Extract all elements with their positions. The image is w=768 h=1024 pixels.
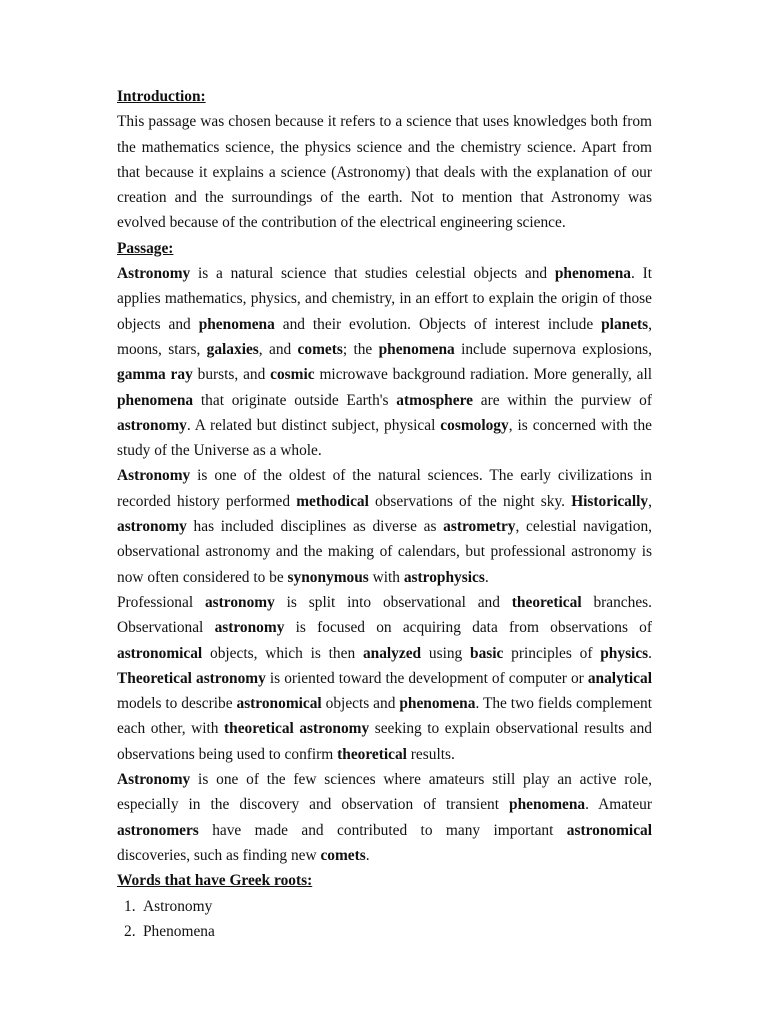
text-run: objects, which is then [202, 644, 363, 662]
text-run: discoveries, such as finding new [117, 846, 321, 864]
text-run: is oriented toward the development of computer or [265, 669, 588, 687]
list-item [117, 894, 652, 919]
text-run: and their evolution. Objects of interest include [274, 315, 602, 333]
bold-term: planets [601, 315, 649, 333]
text-run: . A related but distinct subject, physical [186, 416, 441, 434]
bold-term: analyzed [362, 644, 422, 662]
list-item [117, 919, 652, 944]
text-run: are within the purview of [472, 391, 652, 409]
text-run: principles of [503, 644, 601, 662]
bold-term: theoretical [337, 745, 407, 763]
text-run: is split into observational and [274, 593, 512, 611]
bold-term: phenomena [554, 265, 631, 283]
bold-term: astronomical [117, 644, 203, 662]
text-run: using [421, 644, 471, 662]
introduction-heading: Introduction: [117, 88, 206, 105]
text-run: is a natural science that studies celestial objects and [190, 265, 555, 283]
bold-term: physics [600, 644, 649, 662]
passage-paragraph [117, 261, 652, 463]
list-number: 1. [124, 897, 136, 915]
text-run: , and [258, 340, 298, 358]
bold-term: cosmology [440, 416, 509, 434]
text-run: with [368, 568, 404, 586]
bold-term: astrophysics [403, 568, 485, 586]
bold-term: astronomy [204, 593, 275, 611]
introduction-text: This passage was chosen because it refers to a science that uses knowledges both from the mathematics science, the physics science and the chemistry science. Apart from that because it explains a science (Astronomy) that deals with the explanation of our creation and the surroundings of the earth. Not to mention that Astronomy was evolved because of the contribution of the electrical engineering science. [117, 113, 652, 232]
text-run: results. [406, 745, 455, 763]
text-run: is one of the few sciences where amateurs still play an active role, especially in the discovery and observation of transient [117, 771, 652, 814]
bold-term: astronomical [566, 821, 652, 839]
bold-term: phenomena [117, 391, 194, 409]
bold-term: phenomena [509, 796, 586, 814]
passage-body [117, 261, 652, 868]
bold-term: phenomena [198, 315, 275, 333]
bold-term: astronomers [117, 821, 199, 839]
text-run: seeking to explain observational results and observations being used to confirm [117, 720, 652, 763]
text-run: , moons, stars, [117, 315, 653, 358]
text-run: is one of the oldest of the natural sciences. The early civilizations in recorded history performed [117, 467, 652, 510]
text-run: ; the [342, 340, 379, 358]
bold-term: phenomena [399, 695, 476, 713]
passage-paragraph [117, 590, 652, 767]
text-run: is focused on acquiring data from observations of [284, 619, 652, 637]
text-run: Professional [117, 593, 205, 611]
bold-term: atmosphere [396, 391, 473, 409]
bold-term: comets [297, 340, 343, 358]
document-page [117, 84, 652, 944]
text-run: include supernova explosions, [454, 340, 652, 358]
bold-term: theoretical astronomy [224, 720, 370, 738]
bold-term: galaxies [206, 340, 259, 358]
bold-term: cosmic [270, 366, 315, 384]
text-run: . The two fields complement each other, with [117, 695, 653, 738]
bold-term: astronomy [214, 619, 285, 637]
bold-term: astronomical [236, 695, 322, 713]
passage-heading: Passage: [117, 239, 174, 257]
list-number: 2. [124, 922, 136, 940]
bold-term: theoretical [511, 593, 582, 611]
passage-paragraph [117, 767, 652, 868]
text-run: . [648, 644, 653, 662]
text-run: , celestial navigation, observational astronomy and the making of calendars, but professional astronomy is now often considered to be [117, 518, 652, 586]
bold-term: synonymous [287, 568, 369, 586]
text-run: have made and contributed to many important [198, 821, 567, 839]
bold-term: astronomy [117, 416, 187, 434]
bold-term: basic [470, 644, 504, 662]
bold-term: gamma ray [117, 366, 193, 384]
text-run: has included disciplines as diverse as [186, 518, 444, 536]
text-run: branches. Observational [117, 593, 653, 637]
greek-roots-list [117, 894, 652, 945]
bold-term: Theoretical astronomy [117, 669, 266, 687]
text-run: . [484, 568, 489, 586]
text-run: . [365, 846, 370, 864]
bold-term: Astronomy [117, 771, 191, 789]
text-run: , is concerned with the study of the Universe as a whole. [117, 416, 652, 460]
text-run: . Amateur [585, 796, 652, 814]
bold-term: Astronomy [117, 265, 191, 283]
text-run: . It applies mathematics, physics, and chemistry, in an effort to explain the origin of those objects and [117, 265, 652, 333]
bold-term: Astronomy [117, 467, 191, 485]
list-word: Phenomena [143, 922, 215, 940]
greek-roots-heading: Words that have Greek roots: [117, 872, 313, 890]
bold-term: phenomena [378, 340, 455, 358]
text-run: observations of the night sky. [368, 492, 572, 510]
text-run: objects and [321, 695, 400, 713]
list-word: Astronomy [143, 897, 213, 915]
text-run: , [648, 492, 652, 510]
bold-term: comets [320, 846, 366, 864]
text-run: bursts, and [192, 366, 271, 384]
bold-term: astronomy [117, 518, 187, 536]
bold-term: analytical [587, 669, 652, 687]
text-run: that originate outside Earth's [193, 391, 397, 409]
bold-term: astrometry [443, 518, 516, 536]
bold-term: methodical [296, 492, 369, 510]
bold-term: Historically [571, 492, 649, 510]
passage-paragraph [117, 463, 652, 589]
text-run: microwave background radiation. More generally, all [314, 366, 653, 384]
text-run: models to describe [117, 695, 237, 713]
